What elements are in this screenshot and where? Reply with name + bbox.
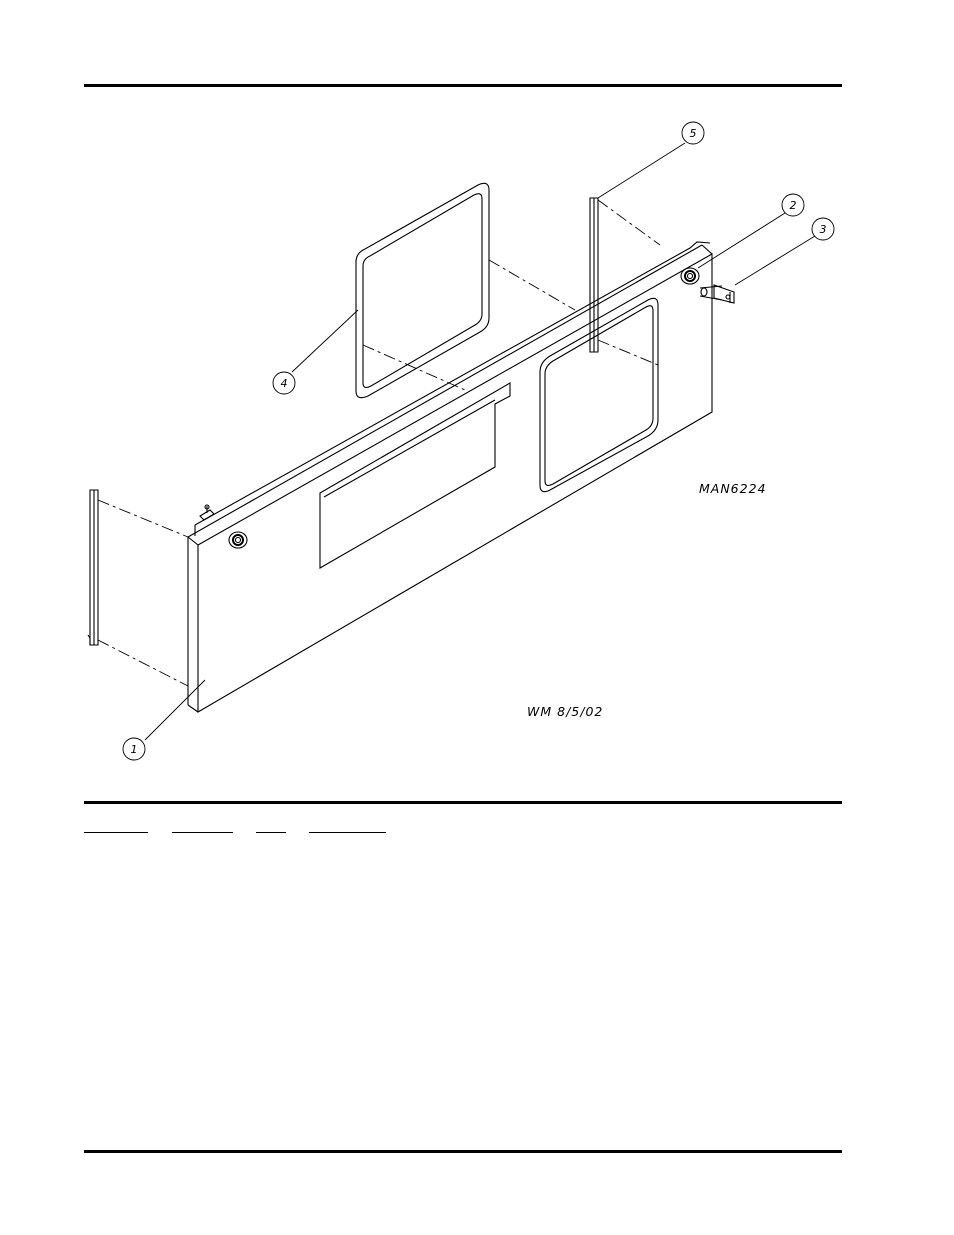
drawing-number: MAN6224 xyxy=(699,481,767,496)
screw-left xyxy=(200,505,214,520)
callout-label-4: 4 xyxy=(280,377,288,390)
cam-part-3 xyxy=(700,285,734,303)
drafter-date: WM 8/5/02 xyxy=(527,704,604,719)
cam-lock-part-2 xyxy=(681,268,699,284)
bracket-left xyxy=(88,490,98,645)
middle-rule xyxy=(84,801,842,804)
callout-circles xyxy=(123,122,834,760)
column-header-2 xyxy=(172,822,233,833)
column-header-3 xyxy=(256,822,286,833)
front-panel-part-1 xyxy=(188,242,712,712)
column-header-1 xyxy=(84,822,148,833)
column-header-4 xyxy=(309,822,386,833)
callout-label-2: 2 xyxy=(789,199,797,212)
callout-label-3: 3 xyxy=(819,223,827,236)
bottom-rule xyxy=(84,1150,842,1153)
callout-label-1: 1 xyxy=(130,743,138,756)
callout-label-5: 5 xyxy=(689,127,697,140)
cam-lock-left xyxy=(229,532,247,548)
leader-lines xyxy=(145,143,815,740)
gasket-part-4 xyxy=(356,183,489,397)
